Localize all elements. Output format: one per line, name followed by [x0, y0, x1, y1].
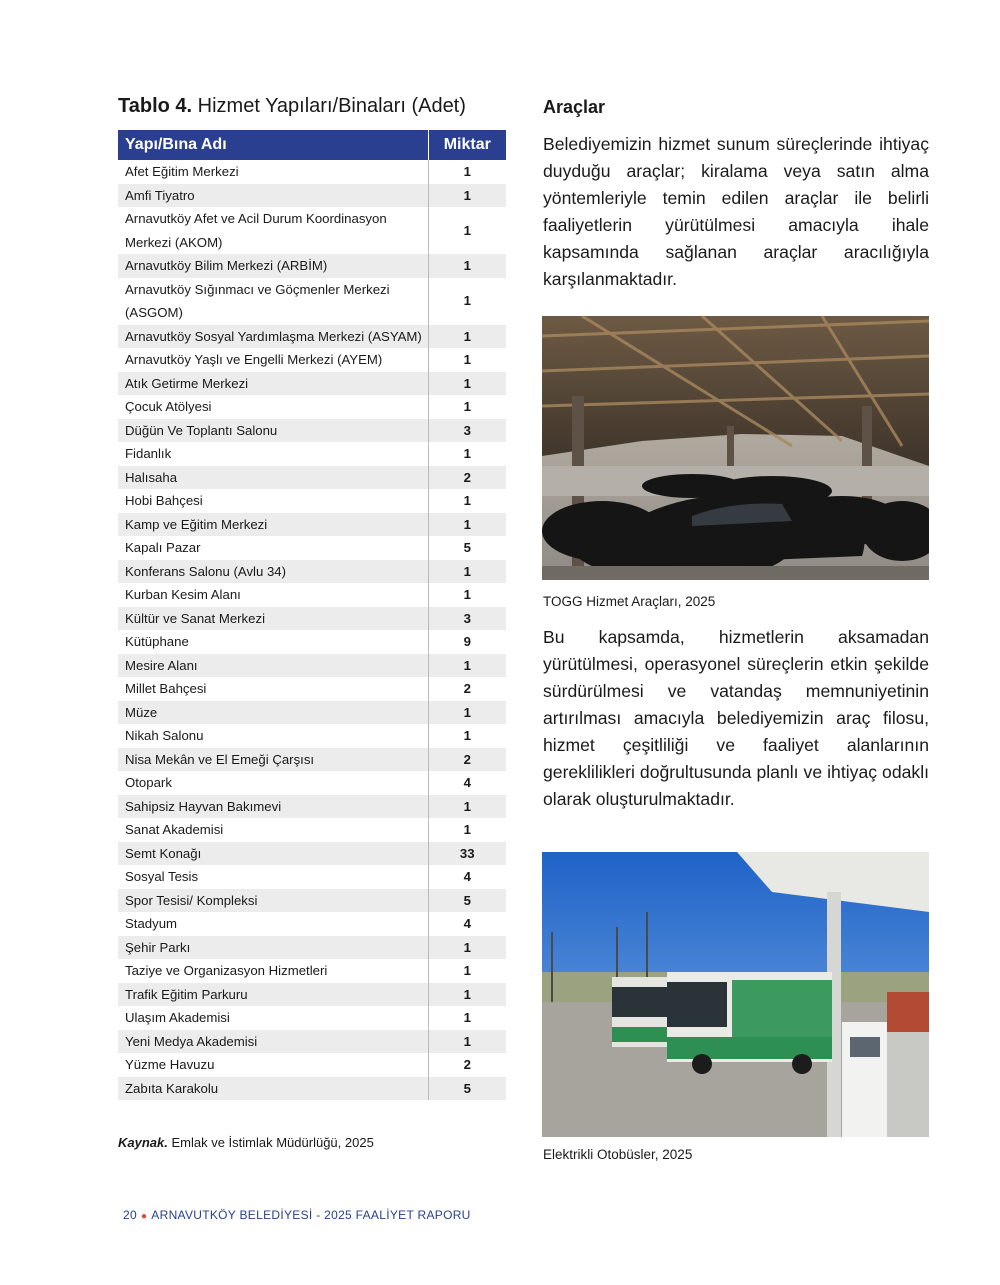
building-name: Zabıta Karakolu: [118, 1077, 428, 1101]
building-quantity: 5: [428, 536, 506, 560]
table-row: [118, 348, 506, 372]
table-row: [118, 889, 506, 913]
section-title: Araçlar: [543, 97, 606, 117]
building-name: Fidanlık: [118, 442, 428, 466]
building-name: Şehir Parkı: [118, 936, 428, 960]
building-quantity: 33: [428, 842, 506, 866]
building-name: Atık Getirme Merkezi: [118, 372, 428, 396]
table-row: [118, 560, 506, 584]
building-quantity: 4: [428, 912, 506, 936]
table-row: [118, 419, 506, 443]
togg-vehicles-illustration: [542, 316, 929, 580]
building-quantity: 1: [428, 325, 506, 349]
source-label: Kaynak.: [118, 1135, 168, 1150]
togg-vehicles-caption: TOGG Hizmet Araçları, 2025: [543, 594, 716, 609]
building-name: Çocuk Atölyesi: [118, 395, 428, 419]
building-name: Taziye ve Organizasyon Hizmetleri: [118, 959, 428, 983]
building-quantity: 5: [428, 1077, 506, 1101]
building-quantity: 4: [428, 771, 506, 795]
building-quantity: 1: [428, 207, 506, 254]
building-quantity: 1: [428, 489, 506, 513]
building-quantity: 1: [428, 724, 506, 748]
building-quantity: 1: [428, 278, 506, 325]
table-row: [118, 842, 506, 866]
intro-paragraph: Belediyemizin hizmet sunum süreçlerinde ihtiyaç duyduğu araçlar; kiralama veya satın alma yöntemleriyle temin edilen araçlar ile belirli faaliyetlerin yürütülmesi amacıyla ihale kapsamında sağlanan araçlar aracılığıyla karşılanmaktadır.: [543, 134, 929, 289]
building-quantity: 4: [428, 865, 506, 889]
page-footer: [123, 1208, 471, 1222]
building-name: Yeni Medya Akademisi: [118, 1030, 428, 1054]
table-header-row: [118, 130, 506, 160]
table-row: [118, 466, 506, 490]
table-source-note: [118, 1135, 374, 1150]
building-name: Mesire Alanı: [118, 654, 428, 678]
building-name: Kamp ve Eğitim Merkezi: [118, 513, 428, 537]
building-quantity: 1: [428, 959, 506, 983]
building-name: Kapalı Pazar: [118, 536, 428, 560]
table-title-number: Tablo 4.: [118, 95, 193, 117]
electric-buses-illustration: [542, 852, 929, 1137]
table-row: [118, 677, 506, 701]
building-quantity: 9: [428, 630, 506, 654]
building-quantity: 3: [428, 607, 506, 631]
table-row: [118, 607, 506, 631]
table-row: [118, 536, 506, 560]
building-name: Kültür ve Sanat Merkezi: [118, 607, 428, 631]
table-row: [118, 654, 506, 678]
building-quantity: 1: [428, 254, 506, 278]
table-row: [118, 701, 506, 725]
electric-buses-photo: [542, 852, 929, 1137]
building-quantity: 1: [428, 1006, 506, 1030]
building-name: Arnavutköy Sığınmacı ve Göçmenler Merkezi (ASGOM): [118, 278, 428, 325]
table-row: [118, 1030, 506, 1054]
column-header-name: Yapı/Bına Adı: [118, 130, 428, 160]
table-row: [118, 442, 506, 466]
building-name: Hobi Bahçesi: [118, 489, 428, 513]
column-header-quantity: Miktar: [428, 130, 506, 160]
building-name: Arnavutköy Afet ve Acil Durum Koordinasyon Merkezi (AKOM): [118, 207, 428, 254]
table-row: [118, 254, 506, 278]
building-quantity: 2: [428, 748, 506, 772]
building-name: Arnavutköy Sosyal Yardımlaşma Merkezi (ASYAM): [118, 325, 428, 349]
table-row: [118, 818, 506, 842]
table-row: [118, 771, 506, 795]
building-name: Spor Tesisi/ Kompleksi: [118, 889, 428, 913]
building-name: Konferans Salonu (Avlu 34): [118, 560, 428, 584]
building-quantity: 1: [428, 513, 506, 537]
building-name: Sosyal Tesis: [118, 865, 428, 889]
building-name: Nikah Salonu: [118, 724, 428, 748]
building-name: Yüzme Havuzu: [118, 1053, 428, 1077]
building-quantity: 1: [428, 560, 506, 584]
table-row: [118, 395, 506, 419]
table-row: [118, 748, 506, 772]
bullet-dot-icon: ●: [140, 1211, 148, 1222]
building-quantity: 1: [428, 372, 506, 396]
table-row: [118, 983, 506, 1007]
building-quantity: 1: [428, 348, 506, 372]
table-row: [118, 724, 506, 748]
building-quantity: 3: [428, 419, 506, 443]
building-name: Millet Bahçesi: [118, 677, 428, 701]
building-quantity: 1: [428, 936, 506, 960]
building-quantity: 1: [428, 654, 506, 678]
building-name: Trafik Eğitim Parkuru: [118, 983, 428, 1007]
building-quantity: 1: [428, 160, 506, 184]
table-row: [118, 1006, 506, 1030]
building-quantity: 2: [428, 677, 506, 701]
building-name: Müze: [118, 701, 428, 725]
building-quantity: 5: [428, 889, 506, 913]
togg-vehicles-photo: [542, 316, 929, 580]
table-row: [118, 936, 506, 960]
table-title: [118, 95, 508, 118]
building-quantity: 1: [428, 395, 506, 419]
table-row: [118, 372, 506, 396]
table-row: [118, 1053, 506, 1077]
building-name: Nisa Mekân ve El Emeği Çarşısı: [118, 748, 428, 772]
building-name: Amfi Tiyatro: [118, 184, 428, 208]
table-body: [118, 160, 506, 1100]
building-name: Stadyum: [118, 912, 428, 936]
building-quantity: 1: [428, 583, 506, 607]
table-row: [118, 325, 506, 349]
table-row: [118, 184, 506, 208]
table-row: [118, 583, 506, 607]
table-row: [118, 865, 506, 889]
building-name: Kurban Kesim Alanı: [118, 583, 428, 607]
footer-org: ARNAVUTKÖY BELEDİYESİ: [151, 1208, 313, 1222]
building-name: Arnavutköy Bilim Merkezi (ARBİM): [118, 254, 428, 278]
building-quantity: 1: [428, 442, 506, 466]
table-row: [118, 278, 506, 325]
table-row: [118, 489, 506, 513]
building-quantity: 1: [428, 1030, 506, 1054]
building-quantity: 1: [428, 795, 506, 819]
table-row: [118, 630, 506, 654]
building-quantity: 1: [428, 184, 506, 208]
building-name: Sanat Akademisi: [118, 818, 428, 842]
footer-report: 2025 FAALİYET RAPORU: [324, 1208, 471, 1222]
building-quantity: 1: [428, 701, 506, 725]
table-row: [118, 160, 506, 184]
source-text: Emlak ve İstimlak Müdürlüğü, 2025: [167, 1135, 374, 1150]
building-name: Sahipsiz Hayvan Bakımevi: [118, 795, 428, 819]
table-row: [118, 959, 506, 983]
building-quantity: 2: [428, 1053, 506, 1077]
table-row: [118, 795, 506, 819]
table-row: [118, 912, 506, 936]
building-name: Otopark: [118, 771, 428, 795]
building-quantity: 2: [428, 466, 506, 490]
service-buildings-table: [118, 130, 506, 1100]
building-quantity: 1: [428, 818, 506, 842]
footer-separator: -: [316, 1208, 321, 1222]
building-name: Arnavutköy Yaşlı ve Engelli Merkezi (AYEM): [118, 348, 428, 372]
table-row: [118, 1077, 506, 1101]
building-name: Düğün Ve Toplantı Salonu: [118, 419, 428, 443]
building-quantity: 1: [428, 983, 506, 1007]
table-row: [118, 207, 506, 254]
table-row: [118, 513, 506, 537]
building-name: Ulaşım Akademisi: [118, 1006, 428, 1030]
building-name: Semt Konağı: [118, 842, 428, 866]
building-name: Kütüphane: [118, 630, 428, 654]
fleet-paragraph: Bu kapsamda, hizmetlerin aksamadan yürütülmesi, operasyonel süreçlerin etkin şekilde sürdürülmesi ve vatandaş memnuniyetinin artırılması amacıyla belediyemizin araç filosu, hizmet çeşitliliği ve faaliyet alanlarının gereklilikleri doğrultusunda planlı ve ihtiyaç odaklı olarak oluşturulmaktadır.: [543, 627, 929, 809]
electric-buses-caption: Elektrikli Otobüsler, 2025: [543, 1147, 693, 1162]
building-name: Afet Eğitim Merkezi: [118, 160, 428, 184]
page-number: 20: [123, 1208, 137, 1222]
building-name: Halısaha: [118, 466, 428, 490]
table-title-text: Hizmet Yapıları/Binaları (Adet): [192, 95, 466, 117]
